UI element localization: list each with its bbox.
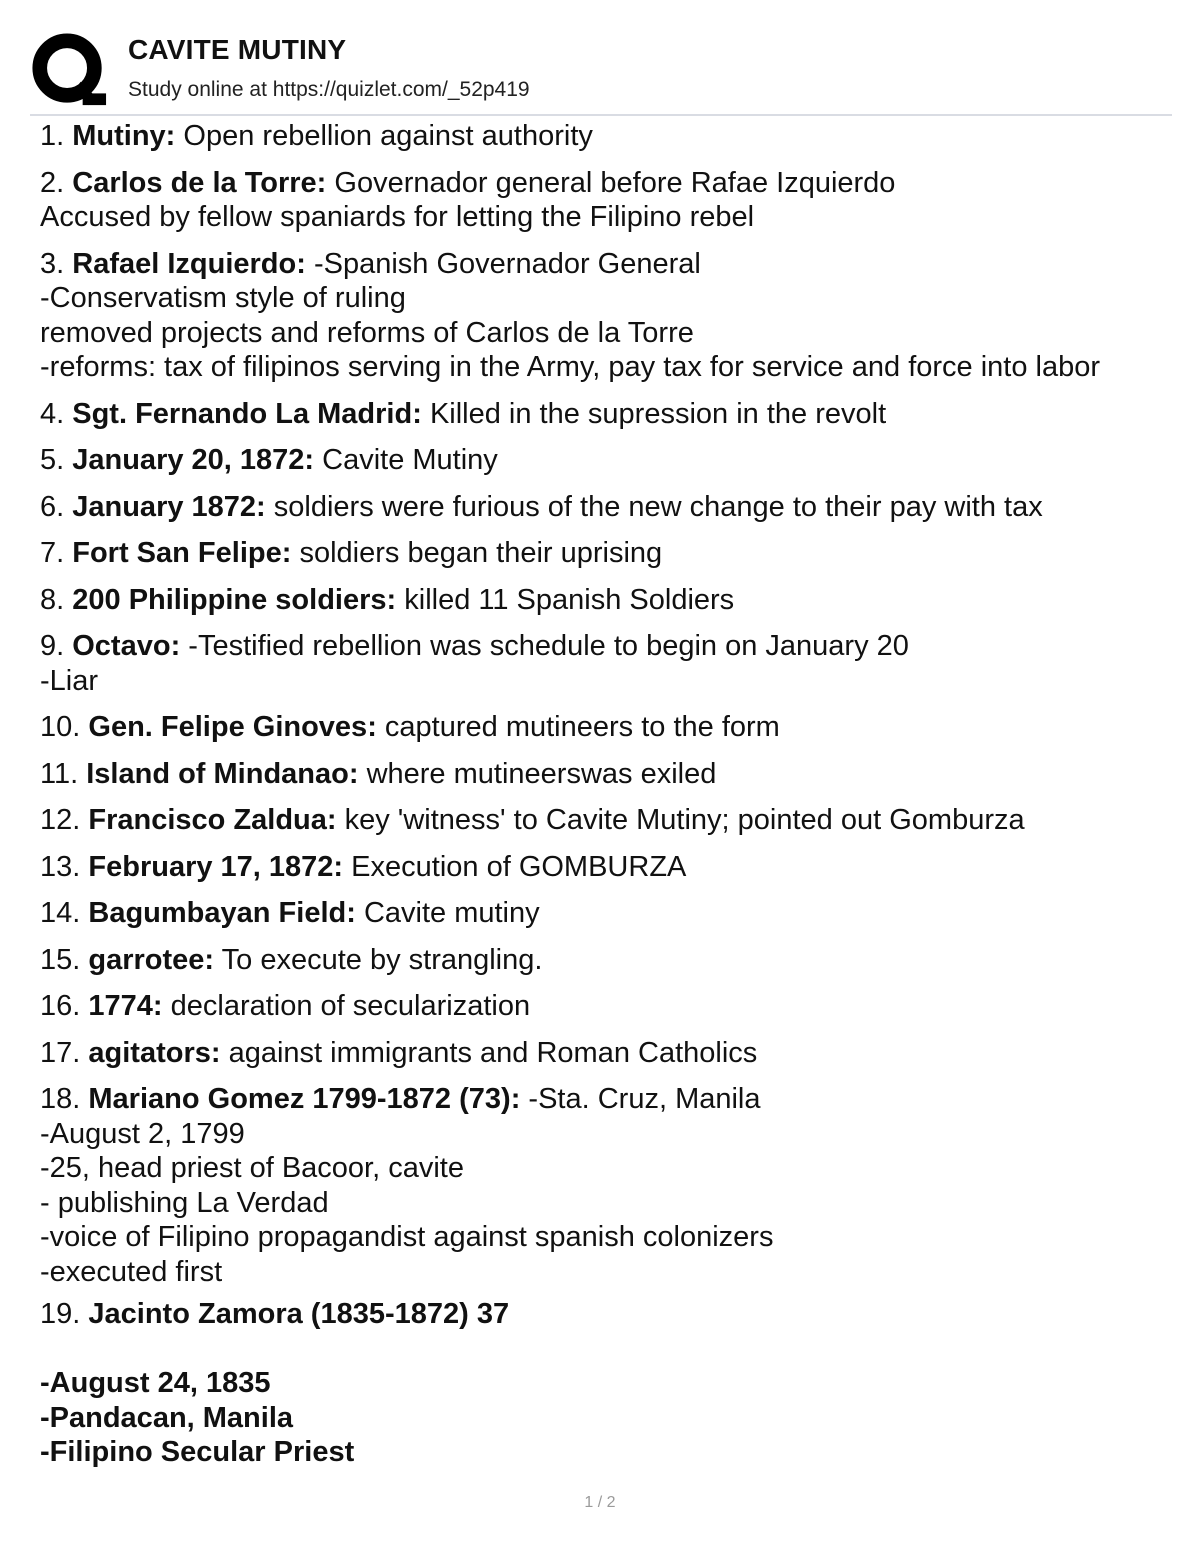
- term-entry: [40, 629, 1180, 698]
- term-number: 12.: [40, 804, 81, 836]
- term-number: 17.: [40, 1036, 81, 1069]
- term-line: [40, 490, 1180, 525]
- term-label: January 20, 1872:: [72, 444, 315, 476]
- term-definition: -Sta. Cruz, Manila: [528, 1083, 761, 1115]
- document-header: [30, 28, 1172, 116]
- term-definition: -Testified rebellion was schedule to begin on January 20: [188, 630, 909, 662]
- term-line: [40, 803, 1180, 838]
- term-line: [40, 119, 1180, 154]
- term-definition: Killed in the supression in the revolt: [429, 397, 887, 430]
- term-number: 11.: [40, 757, 79, 790]
- term-definition: where mutineerswas exiled: [366, 757, 717, 790]
- term-entry: [40, 1082, 1180, 1289]
- term-line: [40, 1036, 1180, 1071]
- blank-line: [40, 1332, 1180, 1367]
- term-entry: [40, 850, 1180, 885]
- document-subtitle: Study online at https://quizlet.com/_52p419: [128, 78, 530, 101]
- term-number: 18.: [40, 1083, 81, 1115]
- term-line: [40, 710, 1180, 745]
- term-definition: soldiers began their uprising: [299, 537, 663, 569]
- term-label: Sgt. Fernando La Madrid:: [72, 397, 422, 430]
- term-entry: [40, 247, 1180, 385]
- term-number: 15.: [40, 943, 81, 976]
- document-title: CAVITE MUTINY: [128, 34, 347, 65]
- definition-continuation: -August 2, 1799: [40, 1117, 245, 1150]
- term-number: 1.: [40, 120, 65, 152]
- term-entry: [40, 896, 1180, 931]
- term-definition: Open rebellion against authority: [183, 120, 593, 152]
- term-label: Rafael Izquierdo:: [72, 247, 306, 280]
- definition-continuation: -Pandacan, Manila: [40, 1401, 294, 1434]
- term-label: January 1872:: [72, 490, 266, 523]
- definition-continuation: -voice of Filipino propagandist against spanish colonizers: [40, 1221, 774, 1253]
- term-number: 16.: [40, 990, 81, 1022]
- term-entry: [40, 710, 1180, 745]
- term-label: Island of Mindanao:: [86, 757, 359, 790]
- term-line: [40, 943, 1180, 978]
- term-line: [40, 896, 1180, 931]
- definition-continuation: -Liar: [40, 664, 99, 697]
- term-line: [40, 1297, 1180, 1332]
- term-entry: [40, 166, 1180, 235]
- term-number: 5.: [40, 444, 65, 476]
- term-definition: To execute by strangling.: [221, 943, 543, 976]
- definition-continuation: Accused by fellow spaniards for letting the Filipino rebel: [40, 201, 755, 233]
- term-label: Octavo:: [72, 630, 181, 662]
- term-label: Jacinto Zamora (1835-1872) 37: [88, 1298, 510, 1330]
- term-label: Mutiny:: [72, 120, 176, 152]
- term-entry: [40, 943, 1180, 978]
- term-number: 14.: [40, 897, 81, 929]
- term-line: [40, 247, 1180, 282]
- term-line: [40, 536, 1180, 571]
- term-entry: [40, 583, 1180, 618]
- term-line: [40, 443, 1180, 478]
- term-definition: killed 11 Spanish Soldiers: [404, 583, 735, 616]
- term-definition: soldiers were furious of the new change to their pay with tax: [273, 490, 1043, 523]
- term-label: agitators:: [88, 1036, 221, 1069]
- term-entry: [40, 1036, 1180, 1071]
- definition-continuation: -Filipino Secular Priest: [40, 1436, 355, 1468]
- term-label: 200 Philippine soldiers:: [72, 583, 397, 616]
- term-entry: [40, 490, 1180, 525]
- definition-continuation: -reforms: tax of filipinos serving in the Army, pay tax for service and force into labor: [40, 351, 1101, 383]
- term-line: [40, 166, 1180, 201]
- definition-continuation: -Conservatism style of ruling: [40, 282, 406, 314]
- term-entry: [40, 536, 1180, 571]
- page-number: 1 / 2: [584, 1494, 616, 1511]
- definition-continuation: -25, head priest of Bacoor, cavite: [40, 1152, 464, 1184]
- term-label: Carlos de la Torre:: [72, 166, 327, 199]
- term-line: [40, 397, 1180, 432]
- term-definition: Cavite Mutiny: [322, 444, 498, 476]
- term-label: Bagumbayan Field:: [88, 897, 356, 929]
- term-number: 2.: [40, 166, 65, 199]
- term-entry: [40, 119, 1180, 154]
- term-label: garrotee:: [88, 943, 215, 976]
- term-entry: [40, 397, 1180, 432]
- definition-continuation: - publishing La Verdad: [40, 1186, 329, 1219]
- term-entry: [40, 443, 1180, 478]
- term-label: Mariano Gomez 1799-1872 (73):: [88, 1083, 521, 1115]
- term-label: Francisco Zaldua:: [88, 804, 337, 836]
- term-number: 10.: [40, 711, 81, 743]
- term-list: [40, 119, 1180, 1301]
- term-line: [40, 757, 1180, 792]
- term-number: 7.: [40, 537, 65, 569]
- definition-continuation: -August 24, 1835: [40, 1367, 271, 1399]
- term-number: 6.: [40, 490, 65, 523]
- term-label: Gen. Felipe Ginoves:: [88, 711, 377, 743]
- term-definition: captured mutineers to the form: [384, 711, 780, 743]
- term-number: 9.: [40, 630, 65, 662]
- term-entry: [40, 803, 1180, 838]
- term-line: [40, 989, 1180, 1024]
- term-entry-19: [40, 1297, 1180, 1470]
- definition-continuation: -executed first: [40, 1255, 223, 1288]
- term-label: Fort San Felipe:: [72, 537, 292, 569]
- term-number: 3.: [40, 247, 65, 280]
- term-definition: declaration of secularization: [170, 990, 531, 1022]
- term-entry: [40, 757, 1180, 792]
- term-line: [40, 1082, 1180, 1117]
- term-number: 4.: [40, 397, 65, 430]
- quizlet-q-logo-icon: [30, 30, 108, 110]
- definition-continuation: removed projects and reforms of Carlos de la Torre: [40, 316, 694, 349]
- term-definition: against immigrants and Roman Catholics: [228, 1036, 758, 1069]
- term-line: [40, 629, 1180, 664]
- term-label: 1774:: [88, 990, 163, 1022]
- term-number: 13.: [40, 850, 81, 883]
- term-definition: Cavite mutiny: [363, 897, 540, 929]
- term-number: 8.: [40, 583, 65, 616]
- term-definition: key 'witness' to Cavite Mutiny; pointed out Gomburza: [344, 804, 1025, 836]
- term-line: [40, 850, 1180, 885]
- term-definition: Governador general before Rafae Izquierdo: [334, 166, 896, 199]
- term-entry: [40, 989, 1180, 1024]
- term-definition: Execution of GOMBURZA: [351, 850, 687, 883]
- term-definition: -Spanish Governador General: [313, 247, 701, 280]
- term-number: 19.: [40, 1298, 81, 1330]
- term-line: [40, 583, 1180, 618]
- term-label: February 17, 1872:: [88, 850, 344, 883]
